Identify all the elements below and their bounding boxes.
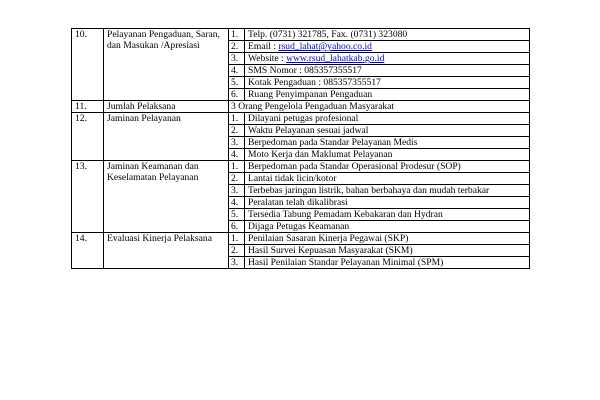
item-number: 4.: [229, 65, 245, 77]
row-number: 10.: [72, 29, 104, 101]
website-label: Website :: [248, 53, 287, 64]
item-text: Ruang Penyimpanan Pengaduan: [245, 89, 530, 101]
row-number: 12.: [72, 113, 104, 161]
item-number: 1.: [229, 161, 245, 173]
item-text: Telp. (0731) 321785, Fax. (0731) 323080: [245, 29, 530, 41]
item-text: [245, 41, 530, 53]
item-text: Hasil Penilaian Standar Pelayanan Minimal (SPM): [245, 257, 530, 269]
email-link[interactable]: rsud_lahat@yahoo.co.id: [278, 41, 372, 52]
table-row: [72, 113, 530, 125]
item-text: Berpedoman pada Standar Pelayanan Medis: [245, 137, 530, 149]
item-number: 2.: [229, 245, 245, 257]
item-number: 4.: [229, 197, 245, 209]
item-number: 5.: [229, 77, 245, 89]
item-text-body: Terbebas jaringan listrik, bahan berbahaya dan mudah terbakar: [248, 185, 490, 196]
table-row: [72, 161, 530, 173]
row-number: 11.: [72, 101, 104, 113]
item-text: [245, 53, 530, 65]
item-number: 1.: [229, 113, 245, 125]
row-label: Evaluasi Kinerja Pelaksana: [104, 233, 229, 269]
item-number: 1.: [229, 233, 245, 245]
item-number: 4.: [229, 149, 245, 161]
table-row: [72, 233, 530, 245]
table-row: [72, 29, 530, 41]
website-link[interactable]: www.rsud_lahatkab.go.id: [286, 53, 385, 64]
item-text: Waktu Pelayanan sesuai jadwal: [245, 125, 530, 137]
item-number: 5.: [229, 209, 245, 221]
item-text: Dijaga Petugas Keamanan: [245, 221, 530, 233]
item-number: 3.: [229, 257, 245, 269]
item-text: Lantai tidak licin/kotor: [245, 173, 530, 185]
item-text: Moto Kerja dan Maklumat Pelayanan: [245, 149, 530, 161]
item-number: 3.: [229, 137, 245, 149]
item-text: Dilayani petugas profesional: [245, 113, 530, 125]
item-number: 1.: [229, 29, 245, 41]
item-number: 6.: [229, 221, 245, 233]
row-value: 3 Orang Pengelola Pengaduan Masyarakat: [229, 101, 530, 113]
item-text: [245, 161, 530, 173]
item-text: Penilaian Sasaran Kinerja Pegawai (SKP): [245, 233, 530, 245]
item-text: [245, 185, 530, 197]
row-number: 13.: [72, 161, 104, 233]
row-number: 14.: [72, 233, 104, 269]
row-label: Jaminan Pelayanan: [104, 113, 229, 161]
item-number: 2.: [229, 125, 245, 137]
item-number: 2.: [229, 173, 245, 185]
item-text: SMS Nomor : 085357355517: [245, 65, 530, 77]
row-label: Pelayanan Pengaduan, Saran, dan Masukan /Apresiasi: [104, 29, 229, 101]
item-number: 2.: [229, 41, 245, 53]
item-number: 3.: [229, 185, 245, 197]
service-standard-table: [71, 28, 530, 269]
table-row: [72, 101, 530, 113]
row-label: Jumlah Pelaksana: [104, 101, 229, 113]
item-text: Peralatan telah dikalibrasi: [245, 197, 530, 209]
email-label: Email :: [248, 41, 279, 52]
item-number: 6.: [229, 89, 245, 101]
item-text: Hasil Survei Kepuasan Masyarakat (SKM): [245, 245, 530, 257]
row-label: Jaminan Keamanan dan Keselamatan Pelayanan: [104, 161, 229, 233]
item-text: Tersedia Tabung Pemadam Kebakaran dan Hydran: [245, 209, 530, 221]
item-number: 3.: [229, 53, 245, 65]
item-text-body: Berpedoman pada Standar Operasional Prodesur (SOP): [248, 161, 461, 172]
item-text: Kotak Pengaduan : 085357355517: [245, 77, 530, 89]
